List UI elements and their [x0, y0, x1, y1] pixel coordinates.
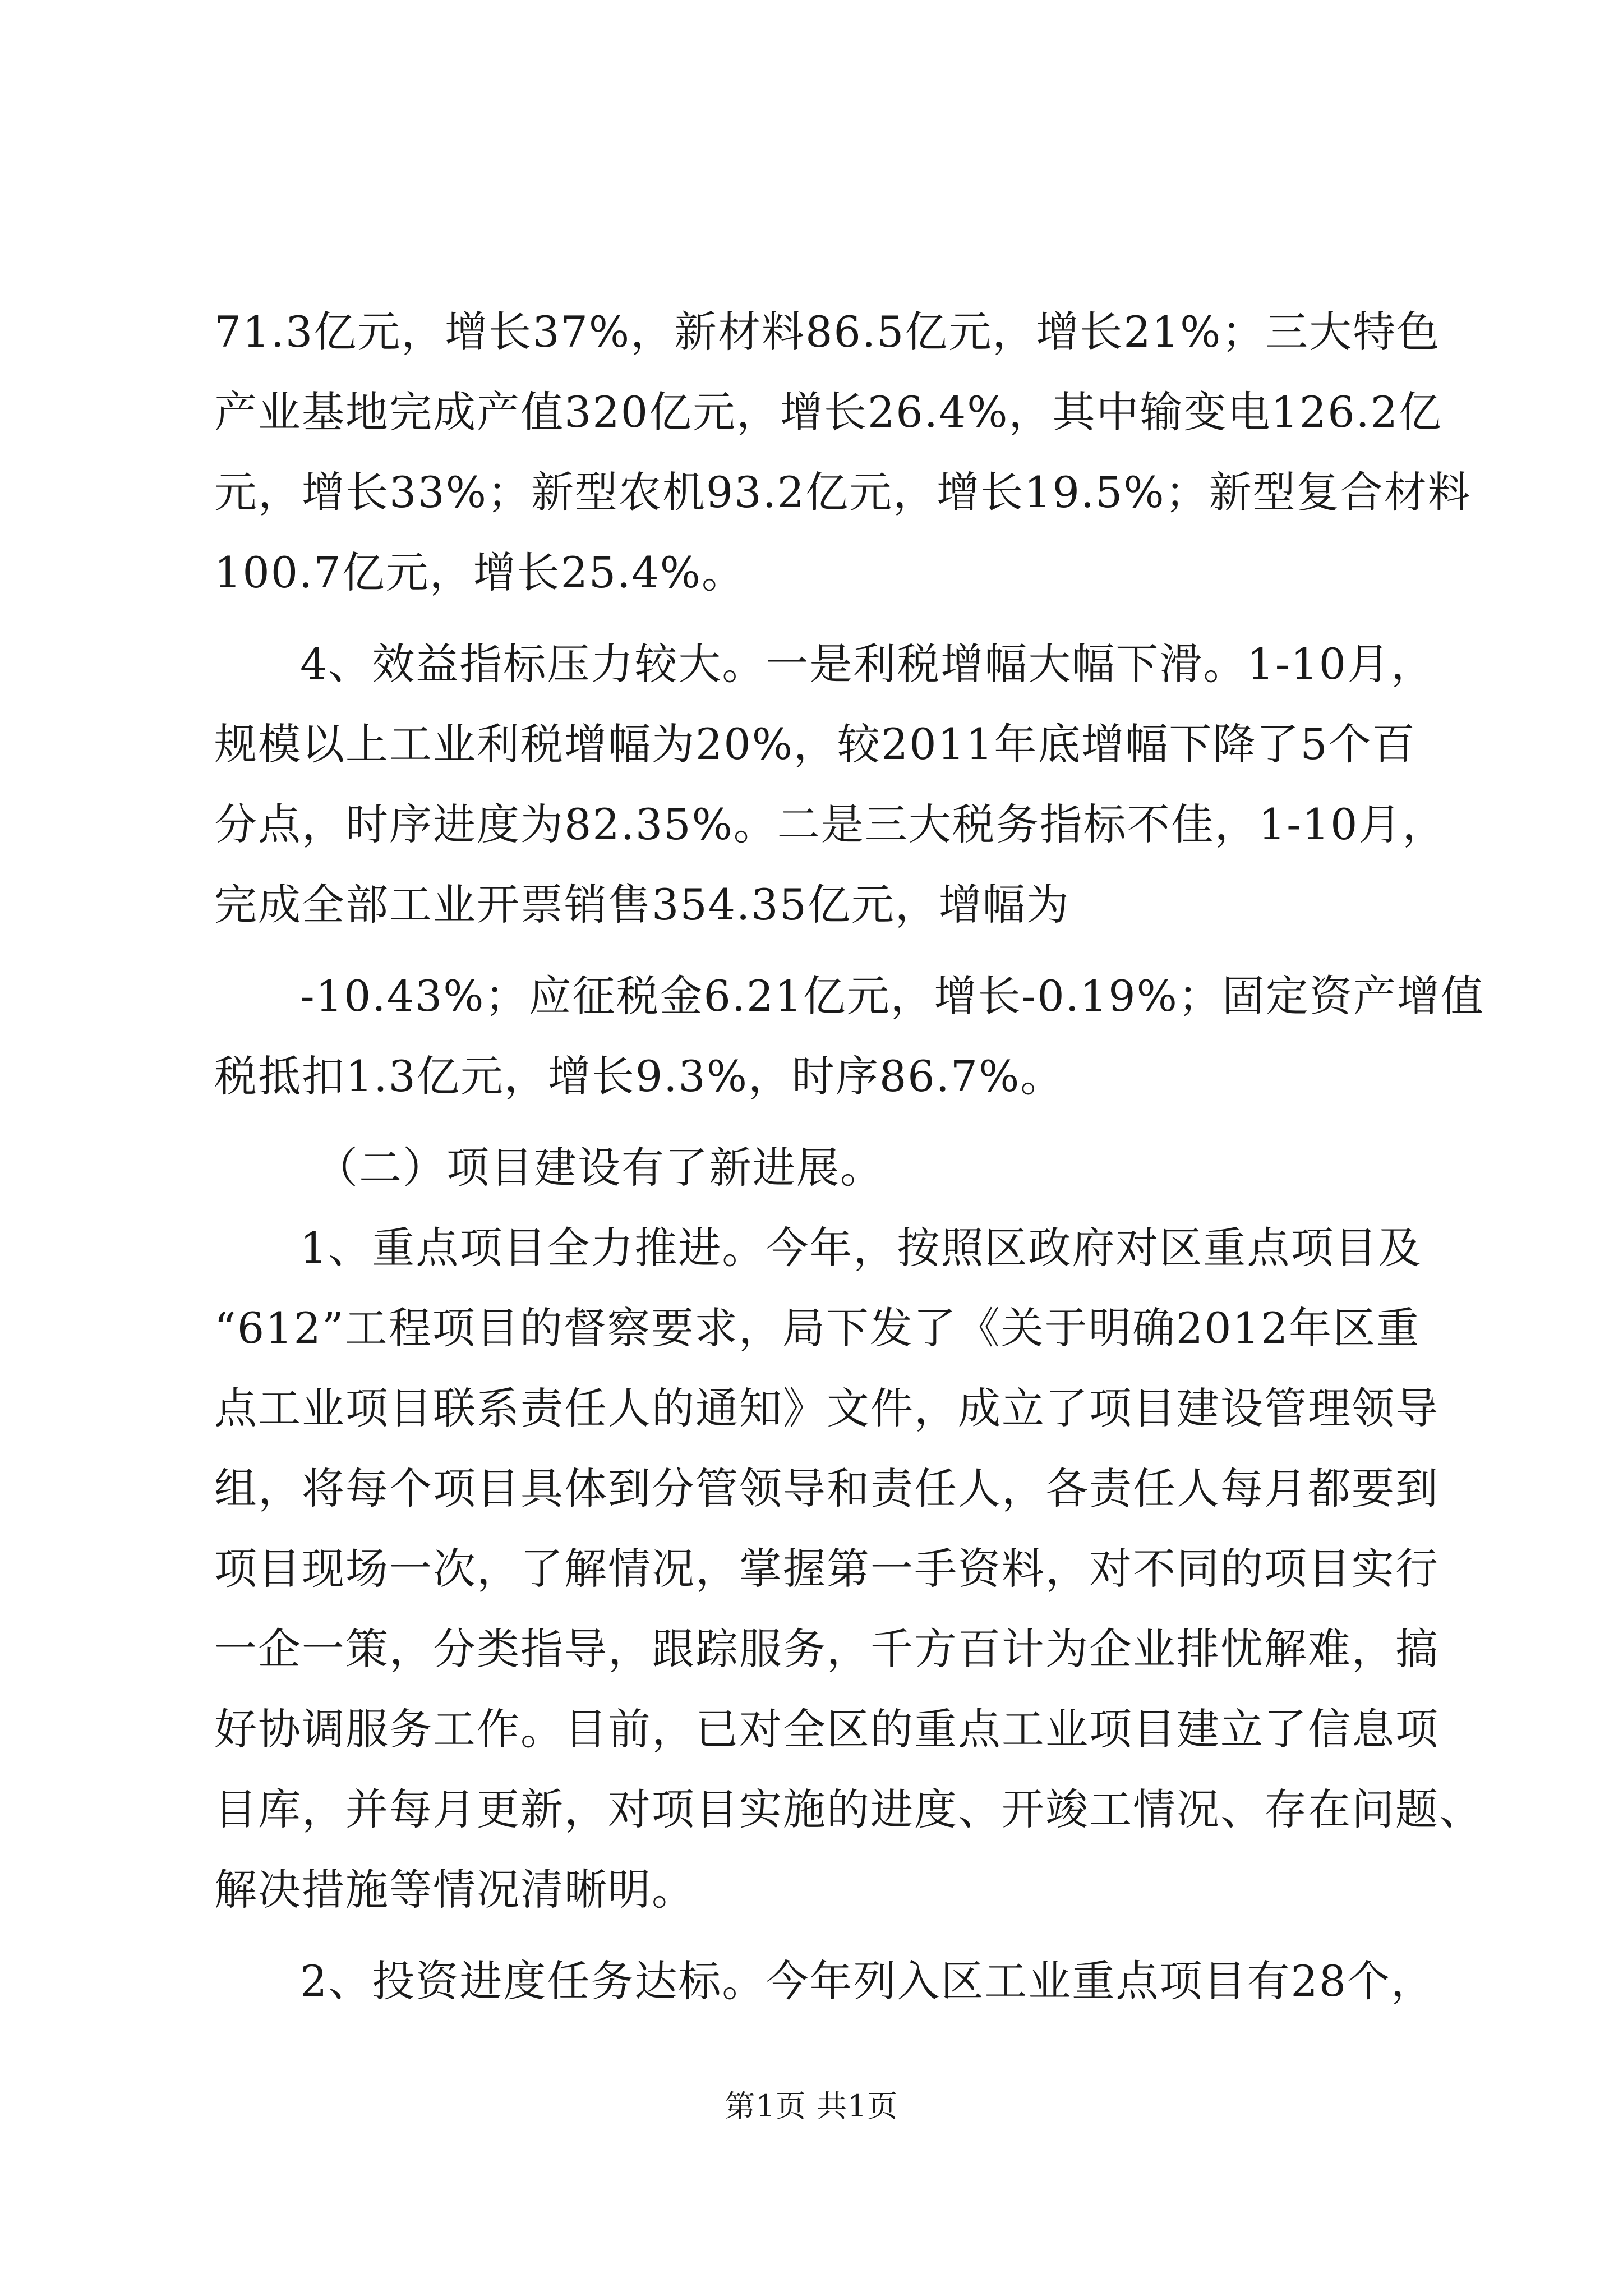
- text-line: 解决措施等情况清晰明。: [214, 1865, 695, 1915]
- paragraph-start-line: 2、投资进度任务达标。今年列入区工业重点项目有28个，: [300, 1956, 1435, 2006]
- document-body: [214, 292, 1484, 2021]
- paragraph-start-line: 1、重点项目全力推进。今年，按照区政府对区重点项目及: [300, 1223, 1422, 1273]
- page-footer: 第1页 共1页: [725, 2088, 898, 2124]
- text-line: 71.3亿元，增长37%，新材料86.5亿元，增长21%；三大特色: [214, 307, 1441, 357]
- text-line: -10.43%；应征税金6.21亿元，增长-0.19%；固定资产增值: [300, 971, 1484, 1021]
- section-heading: （二）项目建设有了新进展。: [315, 1143, 884, 1193]
- text-line: 元，增长33%；新型农机93.2亿元，增长19.5%；新型复合材料: [214, 467, 1472, 517]
- text-line: “612”工程项目的督察要求，局下发了《关于明确2012年区重: [214, 1303, 1421, 1353]
- text-line: 完成全部工业开票销售354.35亿元，增幅为: [214, 880, 1070, 930]
- text-line: 目库，并每月更新，对项目实施的进度、开竣工情况、存在问题、: [214, 1784, 1483, 1834]
- text-line: 项目现场一次，了解情况，掌握第一手资料，对不同的项目实行: [214, 1544, 1439, 1594]
- text-line: 100.7亿元，增长25.4%。: [214, 547, 746, 597]
- text-line: 产业基地完成产值320亿元，增长26.4%，其中输变电126.2亿: [214, 387, 1443, 437]
- text-line: 点工业项目联系责任人的通知》文件，成立了项目建设管理领导: [214, 1383, 1439, 1433]
- text-line: 税抵扣1.3亿元，增长9.3%，时序86.7%。: [214, 1051, 1064, 1101]
- text-line: 一企一策，分类指导，跟踪服务，千方百计为企业排忧解难，搞: [214, 1624, 1439, 1674]
- text-line: 分点，时序进度为82.35%。二是三大税务指标不佳，1-10月，: [214, 799, 1446, 849]
- paragraph-start-line: 4、效益指标压力较大。一是利税增幅大幅下滑。1-10月，: [300, 639, 1435, 689]
- text-line: 好协调服务工作。目前，已对全区的重点工业项目建立了信息项: [214, 1704, 1439, 1754]
- text-line: 组，将每个项目具体到分管领导和责任人，各责任人每月都要到: [214, 1464, 1439, 1513]
- text-line: 规模以上工业利税增幅为20%，较2011年底增幅下降了5个百: [214, 719, 1416, 769]
